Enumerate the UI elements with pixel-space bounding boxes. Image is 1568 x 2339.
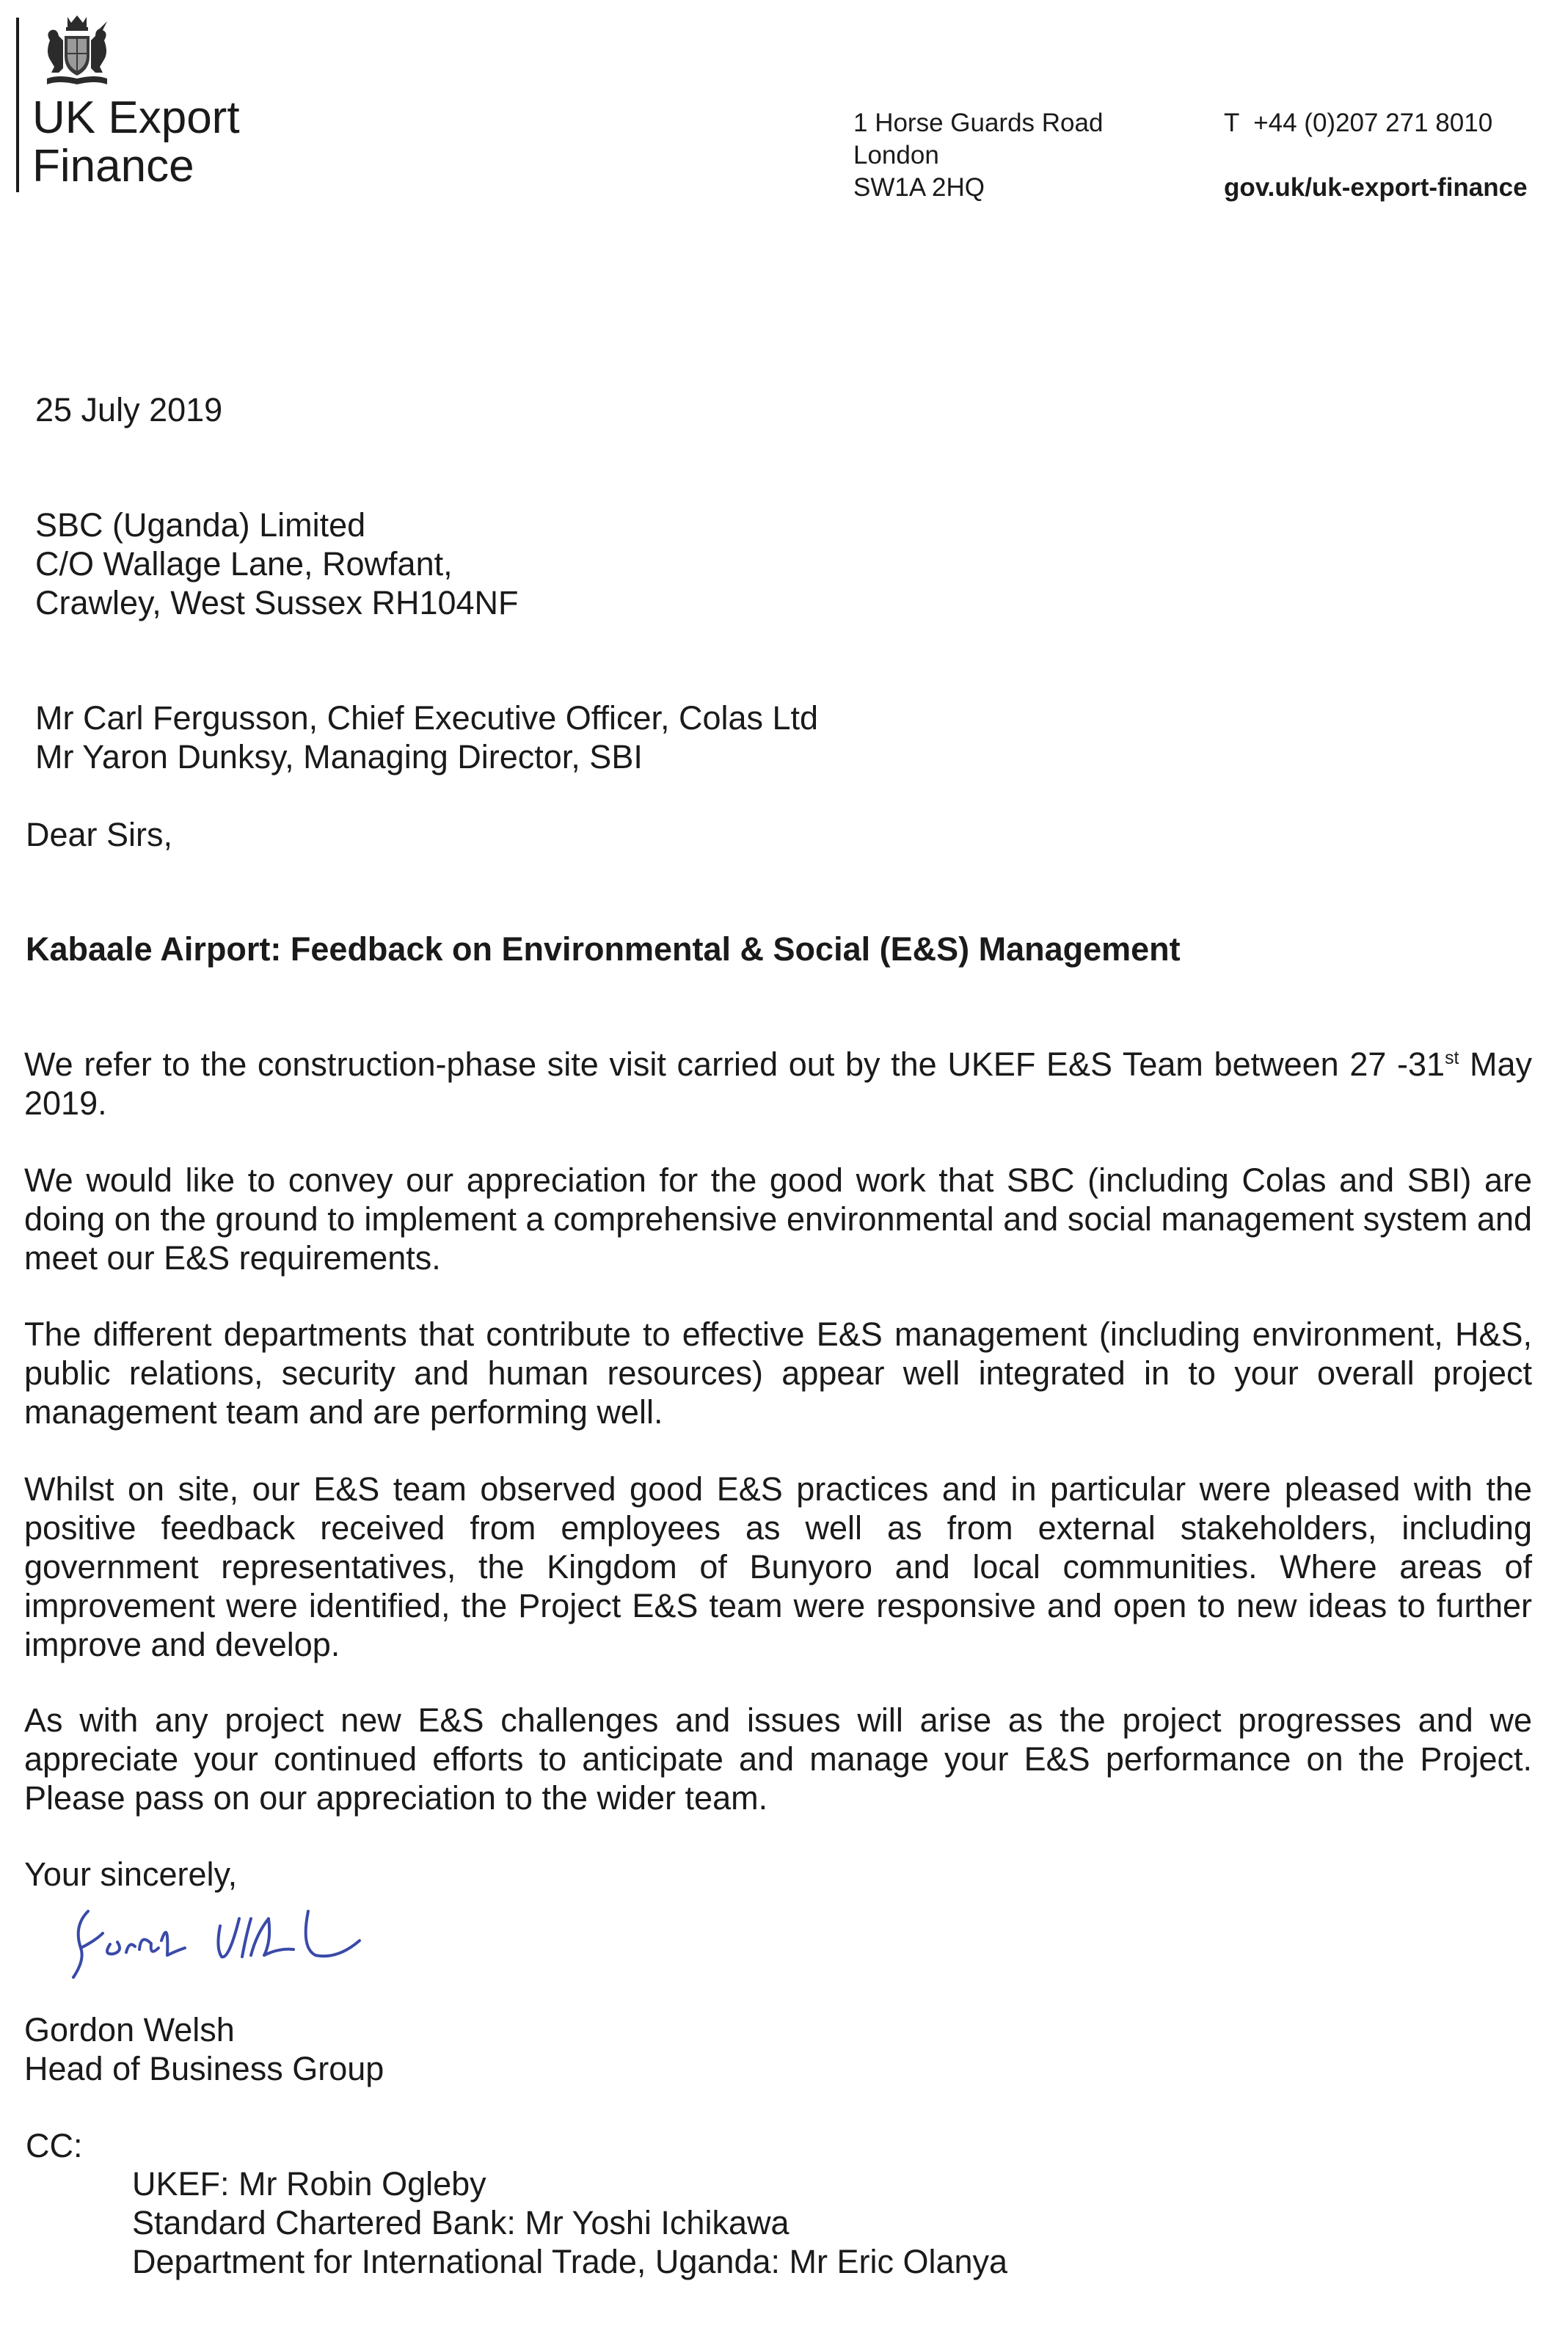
sender-address <box>853 107 1103 204</box>
website-link[interactable]: gov.uk/uk-export-finance <box>1224 173 1528 202</box>
address-line: 1 Horse Guards Road <box>853 109 1104 137</box>
organization-name <box>32 94 240 191</box>
org-name-line2: Finance <box>32 141 194 191</box>
recipient-line: C/O Wallage Lane, Rowfant, <box>35 545 453 583</box>
salutation: Dear Sirs, <box>26 816 173 853</box>
sender-contact <box>1224 107 1528 204</box>
recipient-address <box>35 506 519 622</box>
letterhead-rule <box>16 18 19 192</box>
ordinal-suffix: st <box>1445 1048 1459 1068</box>
addressee: Mr Carl Fergusson, Chief Executive Officer, Colas Ltd <box>35 699 819 737</box>
addressee-list <box>35 698 818 776</box>
address-line: SW1A 2HQ <box>853 173 985 202</box>
cc-label: CC: <box>26 2127 83 2164</box>
handwritten-signature <box>59 1889 382 2007</box>
letter-subject: Kabaale Airport: Feedback on Environmental & Social (E&S) Management <box>26 930 1181 968</box>
paragraph-departments: The different departments that contribute to effective E&S management (including environment, H&S, public relations, security and human resources) appear well integrated in to your overall project management team and are performing well. <box>24 1316 1532 1431</box>
phone-number: T +44 (0)207 271 8010 <box>1224 109 1493 137</box>
signer-name: Gordon Welsh <box>24 2011 235 2048</box>
paragraph-text: May 2019. <box>24 1046 1533 1122</box>
closing: Your sincerely, <box>24 1855 238 1893</box>
addressee: Mr Yaron Dunksy, Managing Director, SBI <box>35 738 643 776</box>
address-line: London <box>853 141 939 169</box>
signer-title: Head of Business Group <box>24 2050 384 2087</box>
cc-recipient: UKEF: Mr Robin Ogleby <box>132 2165 486 2203</box>
paragraph-text: We refer to the construction-phase site visit carried out by the UKEF E&S Team between 27 -31 <box>24 1046 1445 1083</box>
paragraph-site-visit <box>24 1045 1532 1123</box>
cc-list <box>132 2164 1007 2281</box>
paragraph-site-observations: Whilst on site, our E&S team observed good E&S practices and in particular were pleased with the positive feedback received from employees as well as from external stakeholders, including government representatives, the Kingdom of Bunyoro and local communities. Where areas of improvement were identified, the Project E&S team were responsive and open to new ideas to further improve and develop. <box>24 1470 1532 1663</box>
recipient-line: Crawley, West Sussex RH104NF <box>35 584 519 621</box>
letter-date: 25 July 2019 <box>35 391 223 428</box>
signatory <box>24 2010 384 2088</box>
paragraph-challenges: As with any project new E&S challenges and issues will arise as the project progresses and we appreciate your continued efforts to anticipate and manage your E&S performance on the Project. Please pass on our appreciation to the wider team. <box>24 1701 1532 1817</box>
cc-recipient: Department for International Trade, Uganda: Mr Eric Olanya <box>132 2243 1008 2280</box>
paragraph-appreciation: We would like to convey our appreciation for the good work that SBC (including Colas and SBI) are doing on the ground to implement a comprehensive environmental and social management system and meet our E&S requirements. <box>24 1161 1532 1277</box>
cc-recipient: Standard Chartered Bank: Mr Yoshi Ichikawa <box>132 2204 790 2241</box>
recipient-line: SBC (Uganda) Limited <box>35 506 366 544</box>
org-name-line1: UK Export <box>32 92 240 143</box>
royal-coat-of-arms-icon <box>37 11 117 92</box>
